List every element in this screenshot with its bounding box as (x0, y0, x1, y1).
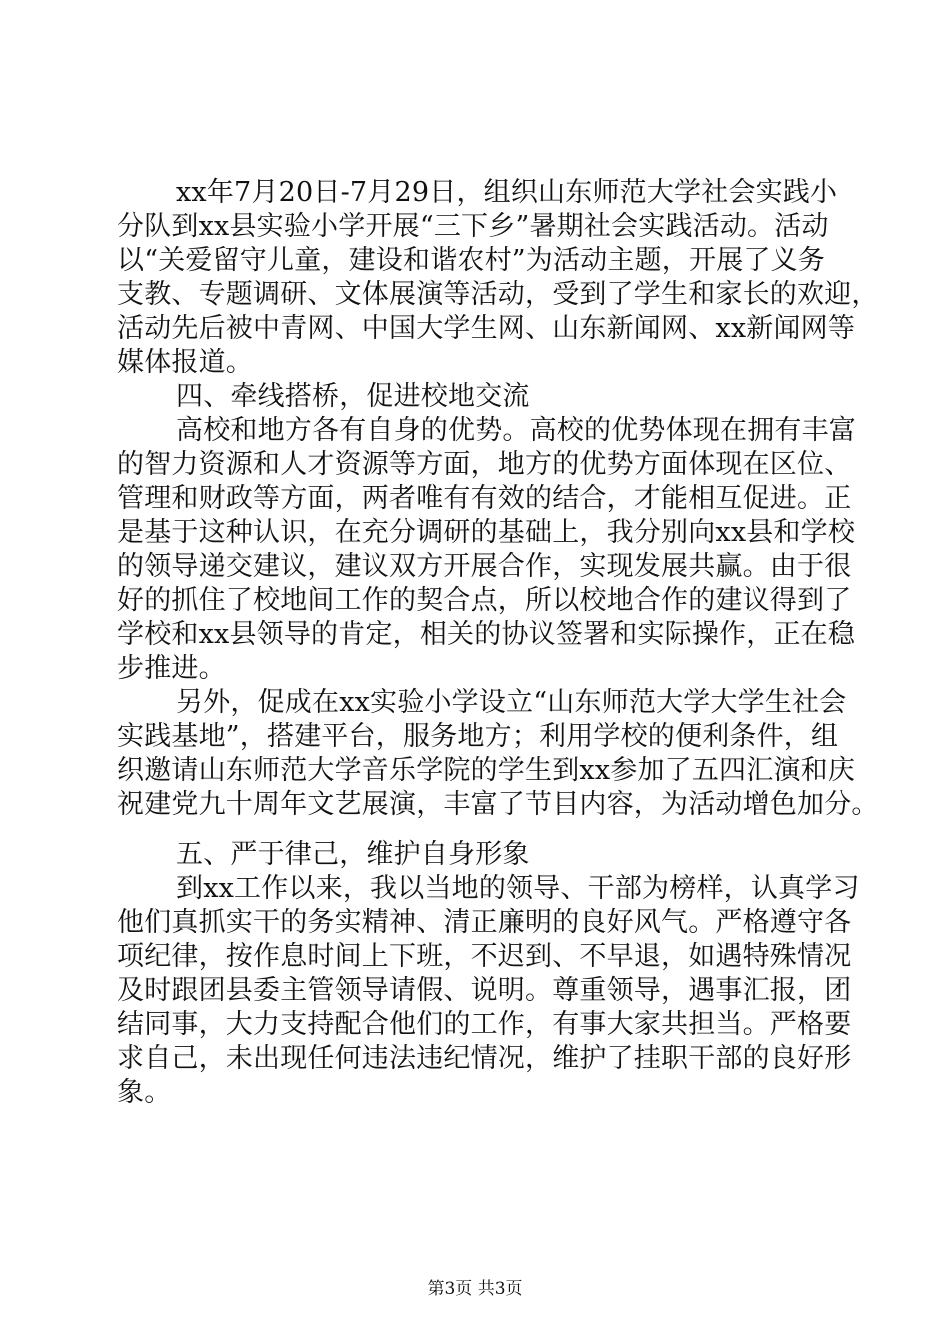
paragraph-4-line-1: 到xx工作以来，我以当地的领导、干部为榜样，认真学习 (176, 873, 860, 904)
paragraph-2-line-7: 学校和xx县领导的肯定，相关的协议签署和实际操作，正在稳 (117, 619, 856, 650)
paragraph-4-line-3: 项纪律，按作息时间上下班，不迟到、不早退，如遇特殊情况 (117, 941, 852, 972)
paragraph-1-line-6: 媒体报道。 (117, 347, 253, 378)
paragraph-1-line-2: 分队到xx县实验小学开展“三下乡”暑期社会实践活动。活动 (117, 211, 829, 242)
paragraph-2-line-1: 高校和地方各有自身的优势。高校的优势体现在拥有丰富 (176, 415, 856, 446)
paragraph-1-line-1: xx年7月20日-7月29日，组织山东师范大学社会实践小 (176, 177, 838, 208)
paragraph-4-line-5: 结同事，大力支持配合他们的工作，有事大家共担当。严格要 (117, 1009, 852, 1040)
paragraph-3-line-3: 织邀请山东师范大学音乐学院的学生到xx参加了五四汇演和庆 (117, 755, 856, 786)
paragraph-2-line-2: 的智力资源和人才资源等方面，地方的优势方面体现在区位、 (117, 449, 852, 480)
paragraph-1-line-4: 支教、专题调研、文体展演等活动，受到了学生和家长的欢迎， (117, 279, 879, 310)
section-heading-4: 四、牵线搭桥，促进校地交流 (176, 381, 530, 412)
paragraph-3-line-4: 祝建党九十周年文艺展演，丰富了节目内容，为活动增色加分。 (117, 789, 879, 820)
page-number-footer: 第3页 共3页 (427, 1279, 523, 1299)
paragraph-1-line-5: 活动先后被中青网、中国大学生网、山东新闻网、xx新闻网等 (117, 313, 856, 344)
paragraph-2-line-8: 步推进。 (117, 653, 226, 684)
paragraph-1-line-3: 以“关爱留守儿童，建设和谐农村”为活动主题，开展了义务 (117, 245, 826, 276)
paragraph-2-line-4: 是基于这种认识，在充分调研的基础上，我分别向xx县和学校 (117, 517, 856, 548)
paragraph-3-line-2: 实践基地”，搭建平台，服务地方；利用学校的便利条件，组 (117, 721, 839, 752)
paragraph-2-line-6: 好的抓住了校地间工作的契合点，所以校地合作的建议得到了 (117, 585, 852, 616)
paragraph-4-line-2: 他们真抓实干的务实精神、清正廉明的良好风气。严格遵守各 (117, 907, 852, 938)
paragraph-2-line-3: 管理和财政等方面，两者唯有有效的结合，才能相互促进。正 (117, 483, 852, 514)
paragraph-2-line-5: 的领导递交建议，建议双方开展合作，实现发展共赢。由于很 (117, 551, 852, 582)
paragraph-4-line-4: 及时跟团县委主管领导请假、说明。尊重领导，遇事汇报，团 (117, 975, 852, 1006)
paragraph-3-line-1: 另外，促成在xx实验小学设立“山东师范大学大学生社会 (176, 687, 847, 718)
paragraph-4-line-6: 求自己，未出现任何违法违纪情况，维护了挂职干部的良好形 (117, 1043, 852, 1074)
paragraph-4-line-7: 象。 (117, 1077, 172, 1108)
section-heading-5: 五、严于律己，维护自身形象 (176, 839, 530, 870)
